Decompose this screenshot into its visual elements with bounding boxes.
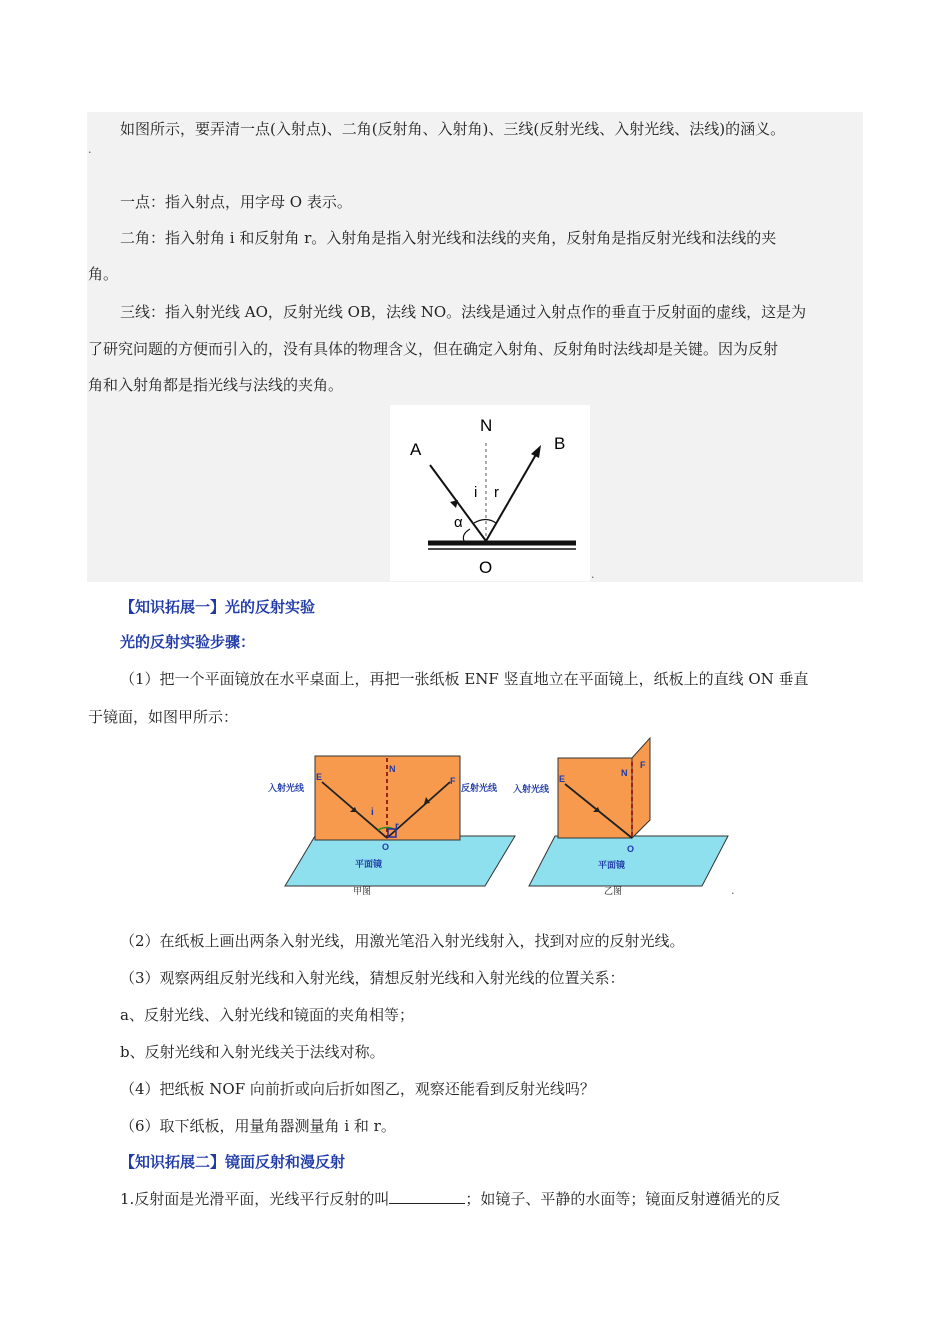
step6: （6）取下纸板，用量角器测量角 i 和 r。 — [120, 1117, 396, 1135]
step1-line2: 于镜面，如图甲所示： — [88, 708, 239, 726]
lines-definition-line3: 角和入射角都是指光线与法线的夹角。 — [88, 376, 344, 394]
label-n: N — [389, 764, 396, 774]
arrowhead — [531, 445, 541, 458]
step2: （2）在纸板上画出两条入射光线，用激光笔沿入射光线射入，找到对应的反射光线。 — [120, 932, 685, 950]
extension-one-heading: 【知识拓展一】光的反射实验 — [120, 598, 316, 616]
experiment-diagram — [260, 736, 740, 898]
paragraph-mark: . — [591, 568, 595, 581]
caption-jia: 甲图 — [353, 886, 372, 896]
step1-line1: （1）把一个平面镜放在水平桌面上，再把一张纸板 ENF 竖直地立在平面镜上，纸板上的直线 ON 垂直 — [120, 670, 809, 688]
experiment-steps-heading: 光的反射实验步骤： — [120, 633, 256, 651]
label-i: i — [371, 807, 374, 818]
extension-two-heading: 【知识拓展二】镜面反射和漫反射 — [120, 1153, 346, 1171]
angle-definition-line2: 角。 — [88, 265, 119, 283]
label-o: O — [382, 842, 390, 852]
label-a: A — [410, 440, 422, 459]
label-r: r — [395, 821, 399, 832]
mirror-label: 平面镜 — [355, 859, 383, 869]
incident-label: 入射光线 — [513, 784, 550, 794]
label-o: O — [479, 558, 493, 577]
reflection-diagram — [390, 405, 590, 581]
label-r: r — [494, 484, 499, 501]
label-f: F — [640, 760, 646, 770]
label-i: i — [474, 484, 478, 501]
lines-definition-line2: 了研究问题的方便而引入的，没有具体的物理含义，但在确定入射角、反射角时法线却是关键。因为反射 — [88, 340, 779, 358]
label-b: B — [554, 434, 566, 453]
item1 — [120, 1187, 780, 1211]
lines-definition-line1: 三线：指入射光线 AO，反射光线 OB，法线 NO。法线是通过入射点作的垂直于反射面的虚线，这是为 — [120, 303, 807, 321]
label-alpha: α — [454, 514, 463, 531]
label-e: E — [559, 774, 566, 784]
item1-text-a: 1.反射面是光滑平面，光线平行反射的叫 — [120, 1190, 390, 1208]
figure-yi — [513, 738, 728, 896]
mirror-plane — [285, 836, 515, 886]
hypothesis-a: a、反射光线、入射光线和镜面的夹角相等； — [120, 1006, 414, 1024]
incident-label: 入射光线 — [268, 783, 305, 793]
reflected-label: 反射光线 — [461, 783, 498, 793]
paragraph-mark: . — [88, 143, 92, 156]
angle-definition-line1: 二角：指入射角 i 和反射角 r。入射角是指入射光线和法线的夹角，反射角是指反射光线和法线的夹 — [120, 229, 777, 247]
point-definition: 一点：指入射点，用字母 O 表示。 — [120, 193, 352, 211]
mirror-label: 平面镜 — [598, 860, 626, 870]
step3: （3）观察两组反射光线和入射光线，猜想反射光线和入射光线的位置关系： — [120, 969, 625, 987]
label-o: O — [627, 844, 635, 854]
intro-line: 如图所示，要弄清一点(入射点)、二角(反射角、入射角)、三线(反射光线、入射光线、法线)的涵义。 — [120, 120, 786, 138]
paragraph-mark: . — [731, 884, 735, 897]
label-e: E — [316, 772, 323, 782]
label-f: F — [450, 776, 456, 786]
caption-yi: 乙图 — [604, 886, 623, 896]
label-n: N — [480, 416, 493, 435]
figure-jia — [268, 756, 515, 896]
paper-board-folded — [632, 738, 650, 838]
item1-text-b: ；如镜子、平静的水面等；镜面反射遵循光的反 — [465, 1190, 781, 1208]
step4: （4）把纸板 NOF 向前折或向后折如图乙，观察还能看到反射光线吗？ — [120, 1080, 595, 1098]
fill-blank[interactable] — [389, 1189, 465, 1204]
hypothesis-b: b、反射光线和入射光线关于法线对称。 — [120, 1043, 385, 1061]
label-n: N — [621, 768, 628, 778]
